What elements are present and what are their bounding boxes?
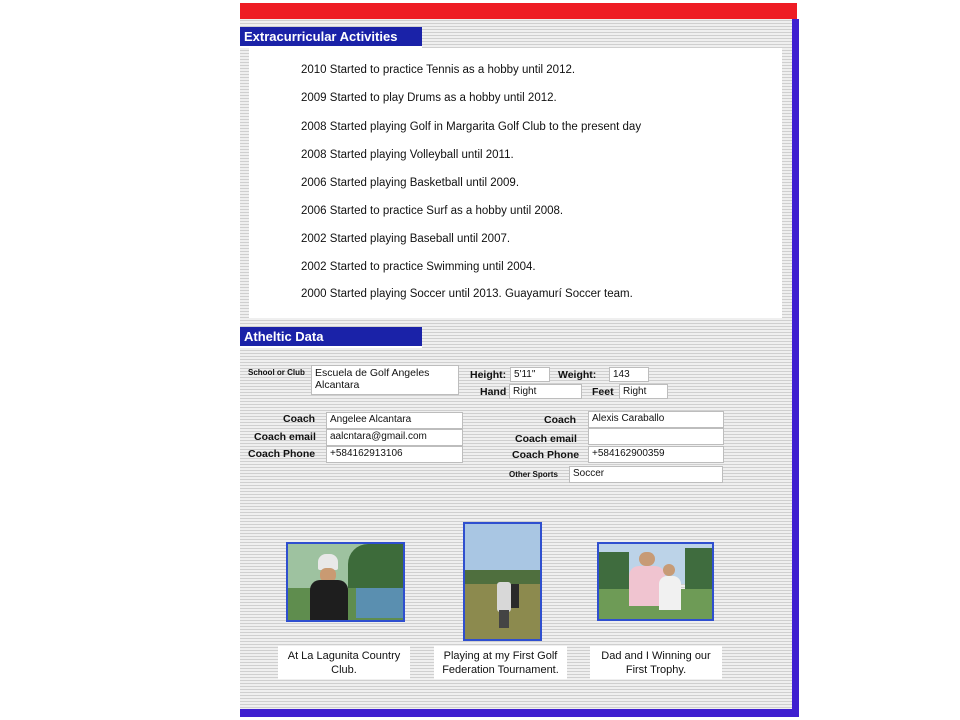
bottom-border-bar bbox=[240, 709, 799, 717]
other-sports-field[interactable]: Soccer bbox=[569, 466, 723, 483]
photo-country-club bbox=[286, 542, 405, 622]
coach1-email-label: Coach email bbox=[254, 431, 316, 443]
weight-field[interactable]: 143 bbox=[609, 367, 649, 382]
activity-item: 2006 Started playing Basketball until 2009. bbox=[301, 177, 520, 189]
activity-item: 2010 Started to practice Tennis as a hobby until 2012. bbox=[301, 64, 576, 76]
coach2-field[interactable]: Alexis Caraballo bbox=[588, 411, 724, 428]
weight-label: Weight: bbox=[558, 369, 597, 381]
right-border-bar bbox=[792, 19, 799, 717]
caption-golf-tournament: Playing at my First Golf Federation Tournament. bbox=[434, 646, 567, 679]
coach1-email-field[interactable]: aalcntara@gmail.com bbox=[326, 429, 463, 446]
feet-field[interactable]: Right bbox=[619, 384, 668, 399]
coach1-phone-field[interactable]: +584162913106 bbox=[326, 446, 463, 463]
coach1-field[interactable]: Angelee Alcantara bbox=[326, 412, 463, 429]
photo-golf-tournament bbox=[463, 522, 542, 641]
activities-section-title: Extracurricular Activities bbox=[240, 27, 422, 48]
caption-country-club: At La Lagunita Country Club. bbox=[278, 646, 410, 679]
school-field[interactable]: Escuela de Golf Angeles Alcantara bbox=[311, 365, 459, 395]
height-label: Height: bbox=[470, 369, 507, 381]
activity-item: 2006 Started to practice Surf as a hobby until 2008. bbox=[301, 205, 564, 217]
caption-first-trophy: Dad and I Winning our First Trophy. bbox=[590, 646, 722, 679]
top-red-bar bbox=[240, 3, 797, 19]
activity-item: 2002 Started to practice Swimming until 2004. bbox=[301, 261, 536, 273]
athletic-section-title: Atheltic Data bbox=[240, 327, 422, 348]
activity-item: 2009 Started to play Drums as a hobby until 2012. bbox=[301, 92, 557, 104]
activity-item: 2008 Started playing Golf in Margarita Golf Club to the present day bbox=[301, 121, 642, 133]
other-sports-label: Other Sports bbox=[509, 470, 558, 479]
coach1-phone-label: Coach Phone bbox=[248, 448, 316, 460]
coach2-email-field[interactable] bbox=[588, 428, 724, 445]
hand-label: Hand bbox=[480, 386, 507, 398]
photo-first-trophy bbox=[597, 542, 714, 621]
coach2-phone-field[interactable]: +584162900359 bbox=[588, 446, 724, 463]
coach2-email-label: Coach email bbox=[515, 433, 577, 445]
height-field[interactable]: 5'11" bbox=[510, 367, 550, 382]
school-label: School or Club bbox=[248, 368, 305, 377]
coach2-phone-label: Coach Phone bbox=[512, 449, 580, 461]
coach1-label: Coach bbox=[283, 413, 316, 425]
feet-label: Feet bbox=[592, 386, 614, 398]
activity-item: 2000 Started playing Soccer until 2013. Guayamurí Soccer team. bbox=[301, 288, 633, 300]
activity-item: 2008 Started playing Volleyball until 2011. bbox=[301, 149, 514, 161]
coach2-label: Coach bbox=[544, 414, 577, 426]
hand-field[interactable]: Right bbox=[509, 384, 582, 399]
activity-item: 2002 Started playing Baseball until 2007. bbox=[301, 233, 511, 245]
activities-box bbox=[249, 48, 782, 318]
